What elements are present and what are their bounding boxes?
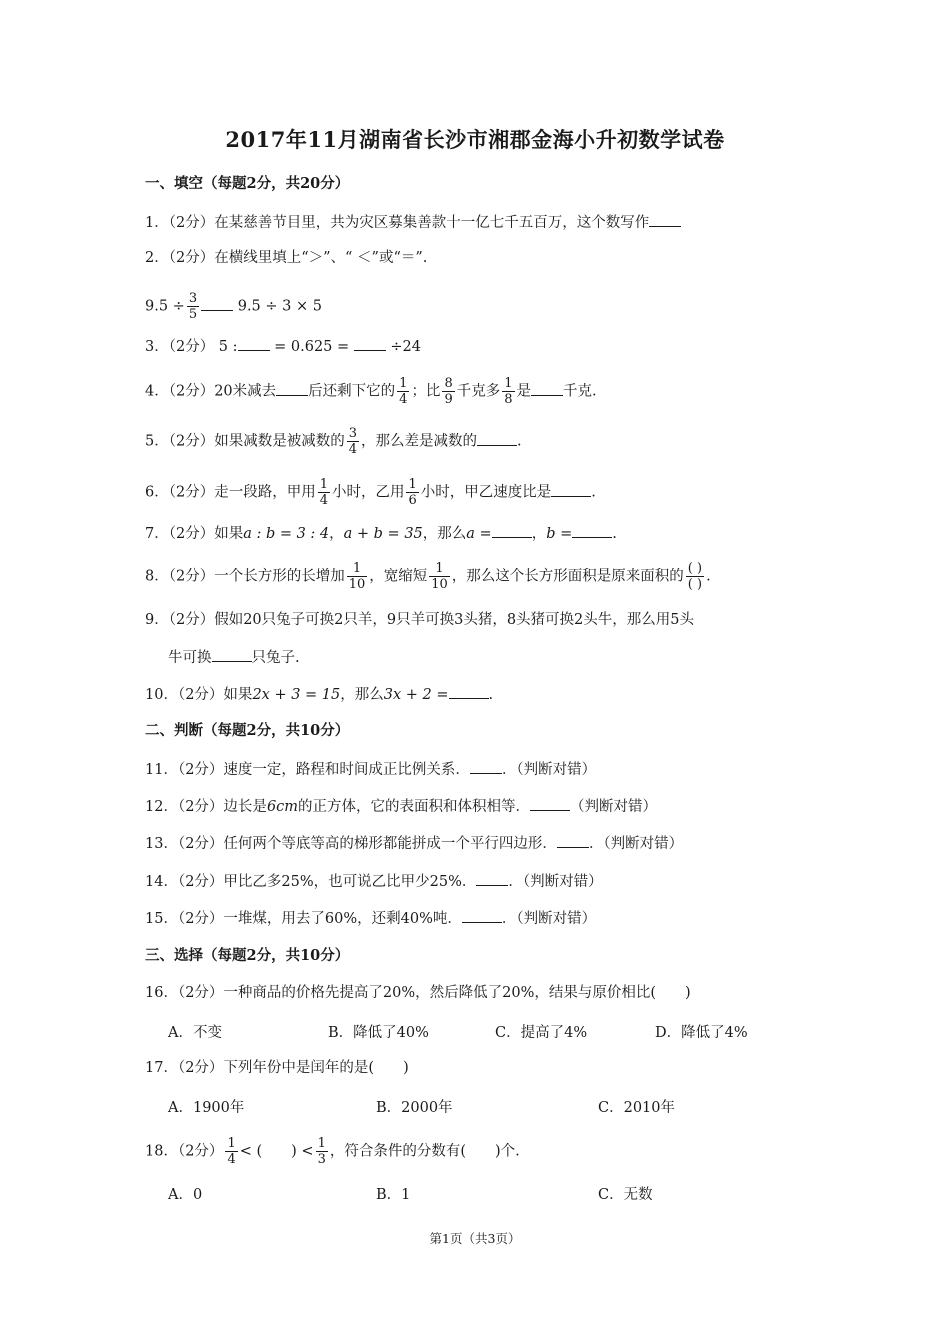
- question-13: 13．（2分）任何两个等底等高的梯形都能拼成一个平行四边形． ．（判断对错）: [145, 833, 683, 854]
- question-15: 15．（2分）一堆煤，用去了60%，还剩40%吨． ．（判断对错）: [145, 908, 596, 929]
- section-judge: 二、判断（每题2分，共10分）: [145, 722, 350, 739]
- question-10: 10．（2分）如果2x + 3 = 15，那么3x + 2 = .: [145, 684, 493, 705]
- fraction-blank: $\frac{( )}{( )}$: [687, 561, 703, 592]
- page-footer: 第1页（共3页）: [429, 1231, 521, 1246]
- fraction: $\frac{1}{3}$: [317, 1136, 326, 1167]
- q16-option-c: C．提高了4%: [495, 1025, 588, 1041]
- fraction: $\frac{1}{10}$: [431, 561, 448, 592]
- q18-option-a: A．0: [168, 1187, 203, 1203]
- fraction: $\frac{8}{9}$: [444, 376, 453, 407]
- question-11: 11．（2分）速度一定，路程和时间成正比例关系． ．（判断对错）: [145, 759, 596, 780]
- fraction: $\frac{1}{6}$: [408, 477, 417, 508]
- fraction: $\frac{3}{5}$: [188, 291, 198, 322]
- question-2-expression: 9.5 ÷ $\frac{3}{5}$ 9.5 ÷ 3 × 5: [145, 291, 322, 322]
- q17-option-c: C．2010年: [598, 1100, 675, 1116]
- question-5: 5．（2分）如果减数是被减数的 $\frac{3}{4}$ ，那么差是减数的 .: [145, 426, 522, 457]
- q18-option-c: C．无数: [598, 1187, 653, 1203]
- fraction: $\frac{1}{10}$: [348, 561, 366, 592]
- section-choice: 三、选择（每题2分，共10分）: [145, 947, 350, 964]
- question-8: 8．（2分）一个长方形的长增加 $\frac{1}{10}$ ，宽缩短 $\frac{1}{10}$ ，那么这个长方形面积是原来面积的 $\frac{( )}{( )}$ .: [145, 561, 711, 592]
- question-4: 4．（2分）20米减去 后还剩下它的 $\frac{1}{4}$ ；比 $\frac{8}{9}$ 千克多 $\frac{1}{8}$ 是 千克.: [145, 376, 597, 407]
- q16-option-b: B．降低了40%: [328, 1025, 429, 1041]
- question-12: 12．（2分）边长是6cm的正方体，它的表面积和体积相等． （判断对错）: [145, 796, 657, 817]
- question-2: 2．（2分）在横线里填上“＞”、“ ＜”或“＝”.: [145, 250, 428, 266]
- fraction: $\frac{3}{4}$: [348, 426, 357, 457]
- question-9-cont: 牛可换 只兔子.: [168, 647, 300, 668]
- fraction: $\frac{1}{4}$: [399, 376, 408, 407]
- question-7: 7．（2分）如果a : b = 3 : 4，a + b = 35，那么a = ，b = .: [145, 523, 617, 544]
- q16-option-d: D．降低了4%: [655, 1025, 748, 1041]
- q16-option-a: A．不变: [168, 1025, 222, 1041]
- q17-option-b: B．2000年: [376, 1100, 453, 1116]
- q18-option-b: B．1: [376, 1187, 411, 1203]
- question-6: 6．（2分）走一段路，甲用 $\frac{1}{4}$ 小时，乙用 $\frac{1}{6}$ 小时，甲乙速度比是 .: [145, 477, 596, 508]
- question-1: 1．（2分）在某慈善节目里，共为灾区募集善款十一亿七千五百万，这个数写作: [145, 212, 681, 233]
- question-14: 14．（2分）甲比乙多25%，也可说乙比甲少25%． ．（判断对错）: [145, 871, 603, 892]
- fraction: $\frac{1}{8}$: [504, 376, 513, 407]
- question-9: 9．（2分）假如20只兔子可换2只羊，9只羊可换3头猪，8头猪可换2头牛，那么用5头: [145, 612, 695, 628]
- question-3: 3．（2分） 5 : = 0.625 = ÷24: [145, 336, 421, 357]
- exam-title: 2017年11月湖南省长沙市湘郡金海小升初数学试卷: [225, 127, 725, 152]
- fraction: $\frac{1}{4}$: [227, 1136, 236, 1167]
- question-17: 17．（2分）下列年份中是闰年的是( ): [145, 1060, 409, 1076]
- section-fill-blank: 一、填空（每题2分，共20分）: [145, 175, 350, 192]
- question-18: 18．（2分） $\frac{1}{4}$ < ( ) < $\frac{1}{3}$ ，符合条件的分数有( )个.: [145, 1136, 520, 1167]
- q17-option-a: A．1900年: [168, 1100, 245, 1116]
- question-16: 16．（2分）一种商品的价格先提高了20%，然后降低了20%，结果与原价相比( ): [145, 985, 691, 1001]
- fraction: $\frac{1}{4}$: [319, 477, 328, 508]
